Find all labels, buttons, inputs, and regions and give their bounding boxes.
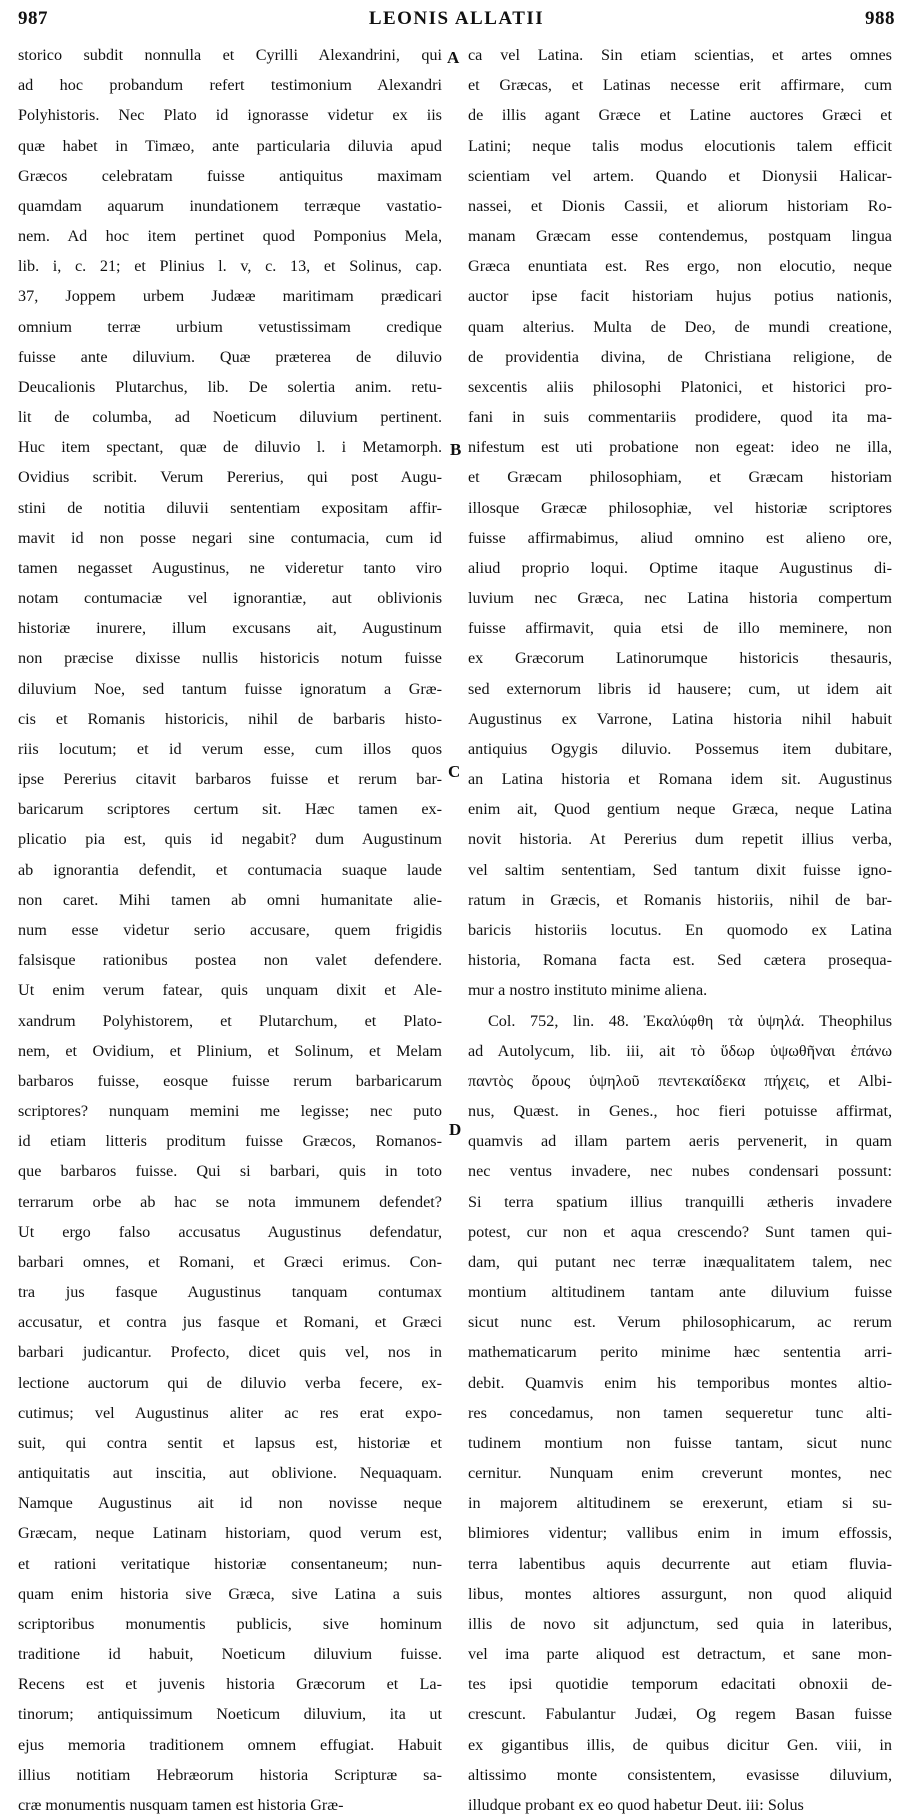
- page-header: [18, 8, 895, 42]
- text-line: illosque Græcæ philosophiæ, vel historiæ scriptores: [468, 498, 892, 517]
- text-line: cutimus; vel Augustinus aliter ac res erat expo-: [18, 1403, 442, 1422]
- text-line: ex gigantibus illis, de quibus dicitur Gen. viii, in: [468, 1735, 892, 1754]
- right-column: [468, 40, 892, 1820]
- text-line: enim ait, Quod gentium neque Græca, neque Latina: [468, 800, 892, 819]
- text-line: antiquius Ogygis diluvio. Possemus item dubitare,: [468, 739, 892, 758]
- text-line: Ut enim verum fatear, quis unquam dixit et Ale-: [18, 981, 442, 1000]
- text-line: historia, Romana facta est. Sed cætera prosequa-: [468, 951, 892, 970]
- text-line: stini de notitia diluvii sententiam expositam affir-: [18, 498, 442, 517]
- text-line: tinorum; antiquissimum Noeticum diluvium, ita ut: [18, 1705, 442, 1724]
- text-line: novit historia. At Pererius dum repetit illius verba,: [468, 830, 892, 849]
- text-line: storico subdit nonnulla et Cyrilli Alexandrini, qui: [18, 46, 442, 64]
- text-line: mathematicarum perito minime hæc sententia arri-: [468, 1343, 892, 1362]
- page-number-right: 988: [865, 8, 895, 29]
- text-line: que barbaros fuisse. Qui si barbari, quis in toto: [18, 1162, 442, 1181]
- text-line: cernitur. Nunquam enim creverunt montes, nec: [468, 1464, 892, 1483]
- text-line: tamen negasset Augustinus, ne videretur tanto viro: [18, 558, 442, 577]
- text-line: non præcise dixisse nullis historicis notum fuisse: [18, 649, 442, 668]
- text-line: res concedamus, non tamen sequeretur tunc alti-: [468, 1403, 892, 1422]
- text-line: fuisse ante diluvium. Quæ præterea de diluvio: [18, 347, 442, 366]
- text-line: libus, montes altiores assurgunt, non quod aliquid: [468, 1584, 892, 1603]
- text-line: accusatur, et contra jus fasque et Romani, et Græci: [18, 1313, 442, 1332]
- text-line: illius notitiam Hebræorum historia Scripturæ sa-: [18, 1765, 442, 1784]
- text-line: crescunt. Fabulantur Judæi, Og regem Basan fuisse: [468, 1705, 892, 1724]
- text-line: nec ventus invadere, nec nubes condensari possunt:: [468, 1162, 892, 1181]
- text-line: altissimo monte consistentem, evasisse diluvium,: [468, 1765, 892, 1784]
- text-line: 37, Joppem urbem Judææ maritimam prædicari: [18, 287, 442, 306]
- text-line: plicatio pia est, quis id negabit? dum Augustinum: [18, 830, 442, 849]
- text-line: barbari judicantur. Profecto, dicet quis vel, nos in: [18, 1343, 442, 1362]
- text-line: Græcos celebratam fuisse antiquitus maximam: [18, 166, 442, 185]
- text-line: baricis historiis locutus. En quomodo ex Latina: [468, 920, 892, 939]
- text-line: falsisque rationibus postea non valet defendere.: [18, 951, 442, 970]
- text-line: debit. Quamvis enim his temporibus montes altio-: [468, 1373, 892, 1392]
- text-line: nassei, et Dionis Cassii, et aliorum historiam Ro-: [468, 196, 892, 215]
- margin-marker-b: B: [450, 440, 462, 459]
- text-line: omnium terræ urbium vetustissimam credique: [18, 317, 442, 336]
- left-column: [18, 40, 442, 1820]
- running-title: LEONIS ALLATII: [368, 8, 545, 29]
- text-line: nus, Quæst. in Genes., hoc fieri potuisse affirmat,: [468, 1102, 892, 1121]
- text-line: lib. i, c. 21; et Plinius l. v, c. 13, et Solinus, cap.: [18, 257, 442, 276]
- text-line: mur a nostro instituto minime aliena.: [468, 981, 708, 1000]
- text-line: Deucalionis Plutarchus, lib. De solertia anim. retu-: [18, 377, 442, 396]
- text-line: tudinem montium non fuisse tantam, sicut nunc: [468, 1433, 892, 1452]
- text-line: terra labentibus aquis decurrente aut etiam fluvia-: [468, 1554, 892, 1573]
- text-line: manam Græcam esse contendemus, postquam lingua: [468, 227, 892, 246]
- text-line: et rationi veritatique historiæ consentaneum; nun-: [18, 1554, 442, 1573]
- text-line: lit de columba, ad Noeticum diluvium pertinent.: [18, 408, 442, 427]
- text-line: quamdam aquarum inundationem terræque vastatio-: [18, 196, 442, 215]
- text-line: illudque probant ex eo quod habetur Deut. iii: Solus: [468, 1795, 804, 1814]
- text-line: Col. 752, lin. 48. Ἐκαλύφθη τὰ ὑψηλά. Theophilus: [488, 1011, 892, 1030]
- text-line: de illis agant Græce et Latine auctores Græci et: [468, 106, 892, 125]
- text-line: an Latina historia et Romana idem sit. Augustinus: [468, 770, 892, 789]
- text-line: vel saltim sententiam, Sed tantum dixit fuisse igno-: [468, 860, 892, 879]
- text-line: Latini; neque talis modus elocutionis talem efficit: [468, 136, 892, 155]
- text-line: potest, cur non et aqua crescendo? Sunt tamen qui-: [468, 1222, 892, 1241]
- text-line: nem. Ad hoc item pertinet quod Pomponius Mela,: [18, 227, 442, 246]
- text-line: id etiam litteris proditum fuisse Græcos, Romanos-: [18, 1132, 442, 1151]
- text-line: Huc item spectant, quæ de diluvio l. i Metamorph.: [18, 438, 442, 457]
- text-line: historiæ inurere, illum excusans ait, Augustinum: [18, 619, 442, 638]
- text-line: scientiam vel artem. Quando et Dionysii Halicar-: [468, 166, 892, 185]
- text-line: blimiores videntur; vallibus enim in imum effossis,: [468, 1524, 892, 1543]
- text-line: in majorem altitudinem se erexerunt, etiam si su-: [468, 1494, 892, 1513]
- text-line: suit, qui contra sentit et lapsus est, historiæ et: [18, 1433, 442, 1452]
- text-line: diluvium Noe, sed tantum fuisse ignoratum a Græ-: [18, 679, 442, 698]
- text-line: ratum in Græcis, et Romanis historiis, nihil de bar-: [468, 890, 892, 909]
- text-line: scriptoribus monumentis publicis, sive hominum: [18, 1614, 442, 1633]
- text-line: Si terra spatium illius tranquilli ætheris invadere: [468, 1192, 892, 1211]
- text-line: tra jus fasque Augustinus tanquam contumax: [18, 1283, 442, 1302]
- text-line: sed externorum libris id hausere; cum, ut idem ait: [468, 679, 892, 698]
- text-line: traditione id habuit, Noeticum diluvium fuisse.: [18, 1645, 442, 1664]
- text-line: cræ monumentis nusquam tamen est historia Græ-: [18, 1795, 344, 1814]
- margin-marker-c: C: [448, 762, 461, 781]
- text-line: terrarum orbe ab hac se nota immunem defendet?: [18, 1192, 442, 1211]
- text-line: barbari omnes, et Romani, et Græci erimus. Con-: [18, 1252, 442, 1271]
- text-line: nifestum est uti probatione non egeat: ideo ne illa,: [468, 438, 892, 457]
- text-line: barbaros fuisse, eosque fuisse rerum barbaricarum: [18, 1071, 442, 1090]
- text-line: lectione auctorum qui de diluvio verba fecere, ex-: [18, 1373, 442, 1392]
- text-line: riis locutum; et id verum esse, cum illos quos: [18, 739, 442, 758]
- text-line: quam alterius. Multa de Deo, de mundi creatione,: [468, 317, 892, 336]
- text-line: non caret. Mihi tamen ab omni humanitate alie-: [18, 890, 442, 909]
- text-line: Augustinus ex Varrone, Latina historia nihil habuit: [468, 709, 892, 728]
- text-line: mavit id non posse negari sine contumacia, cum id: [18, 528, 442, 547]
- text-line: montium altitudinem tantam ante diluvium fuisse: [468, 1283, 892, 1302]
- text-line: dam, qui putant nec terræ inæqualitatem talem, nec: [468, 1252, 892, 1271]
- text-line: scriptores? nunquam memini me legisse; nec puto: [18, 1102, 442, 1121]
- text-line: Græca enuntiata est. Res ergo, non elocutio, neque: [468, 257, 892, 276]
- text-line: παντὸς ὄρους ὑψηλοῦ πεντεκαίδεκα πήχεις, et Albi-: [468, 1071, 892, 1090]
- text-line: aliud proprio loqui. Optime itaque Augustinus di-: [468, 558, 892, 577]
- text-line: Græcam, neque Latinam historiam, quod verum est,: [18, 1524, 442, 1543]
- text-line: ad Autolycum, lib. iii, ait τὸ ὕδωρ ὑψωθῆναι ἐπάνω: [468, 1041, 892, 1060]
- text-line: fuisse affirmabimus, aliud omnino est alieno ore,: [468, 528, 892, 547]
- text-line: fani in suis commentariis prodidere, quod ita ma-: [468, 408, 892, 427]
- text-line: ab ignorantia defendit, et contumacia suaque laude: [18, 860, 442, 879]
- text-line: tes ipsi quotidie temporum edacitati obnoxii de-: [468, 1675, 892, 1694]
- page-number-left: 987: [18, 8, 48, 29]
- text-line: notam contumaciæ vel ignorantiæ, aut oblivionis: [18, 589, 442, 608]
- text-line: quamvis ad illam partem aeris pervenerit, in quam: [468, 1132, 892, 1151]
- text-line: Ut ergo falso accusatus Augustinus defendatur,: [18, 1222, 442, 1241]
- text-line: quæ habet in Timæo, ante particularia diluvia apud: [18, 136, 442, 155]
- text-line: Recens est et juvenis historia Græcorum et La-: [18, 1675, 442, 1694]
- margin-marker-a: A: [447, 48, 460, 67]
- text-line: baricarum scriptores certum sit. Hæc tamen ex-: [18, 800, 442, 819]
- text-line: ex Græcorum Latinorumque historicis thesauris,: [468, 649, 892, 668]
- text-line: antiquitatis aut inscitia, aut oblivione. Nequaquam.: [18, 1464, 442, 1483]
- text-line: sexcentis aliis philosophi Platonici, et historici pro-: [468, 377, 892, 396]
- text-line: fuisse affirmavit, quia etsi de illo meminere, non: [468, 619, 892, 638]
- text-line: vel ima parte aliquod est detractum, et sane mon-: [468, 1645, 892, 1664]
- text-line: ca vel Latina. Sin etiam scientias, et artes omnes: [468, 46, 892, 64]
- text-line: xandrum Polyhistorem, et Plutarchum, et Plato-: [18, 1011, 442, 1030]
- text-line: de providentia divina, de Christiana religione, de: [468, 347, 892, 366]
- text-line: luvium nec Græca, nec Latina historia compertum: [468, 589, 892, 608]
- text-line: quam enim historia sive Græca, sive Latina a suis: [18, 1584, 442, 1603]
- text-line: Ovidius scribit. Verum Pererius, qui post Augu-: [18, 468, 442, 487]
- text-line: ejus memoria traditionem omnem effugiat. Habuit: [18, 1735, 442, 1754]
- text-line: et Græcas, et Latinas necesse erit affirmare, cum: [468, 76, 892, 95]
- text-line: nem, et Ovidium, et Plinium, et Solinum, et Melam: [18, 1041, 442, 1060]
- text-line: auctor ipse facit historiam hujus potius nationis,: [468, 287, 892, 306]
- text-line: Namque Augustinus ait id non novisse neque: [18, 1494, 442, 1513]
- text-line: cis et Romanis historicis, nihil de barbaris histo-: [18, 709, 442, 728]
- text-line: ad hoc probandum refert testimonium Alexandri: [18, 76, 442, 95]
- text-line: num esse videtur serio accusare, quem frigidis: [18, 920, 442, 939]
- text-line: illis de novo sit adjunctum, sed quia in lateribus,: [468, 1614, 892, 1633]
- text-line: Polyhistoris. Nec Plato id ignorasse videtur ex iis: [18, 106, 442, 125]
- margin-marker-d: D: [449, 1120, 462, 1139]
- text-line: et Græcam philosophiam, et Græcam historiam: [468, 468, 892, 487]
- text-line: sicut nunc est. Verum philosophicarum, ac rerum: [468, 1313, 892, 1332]
- text-line: ipse Pererius citavit barbaros fuisse et rerum bar-: [18, 770, 442, 789]
